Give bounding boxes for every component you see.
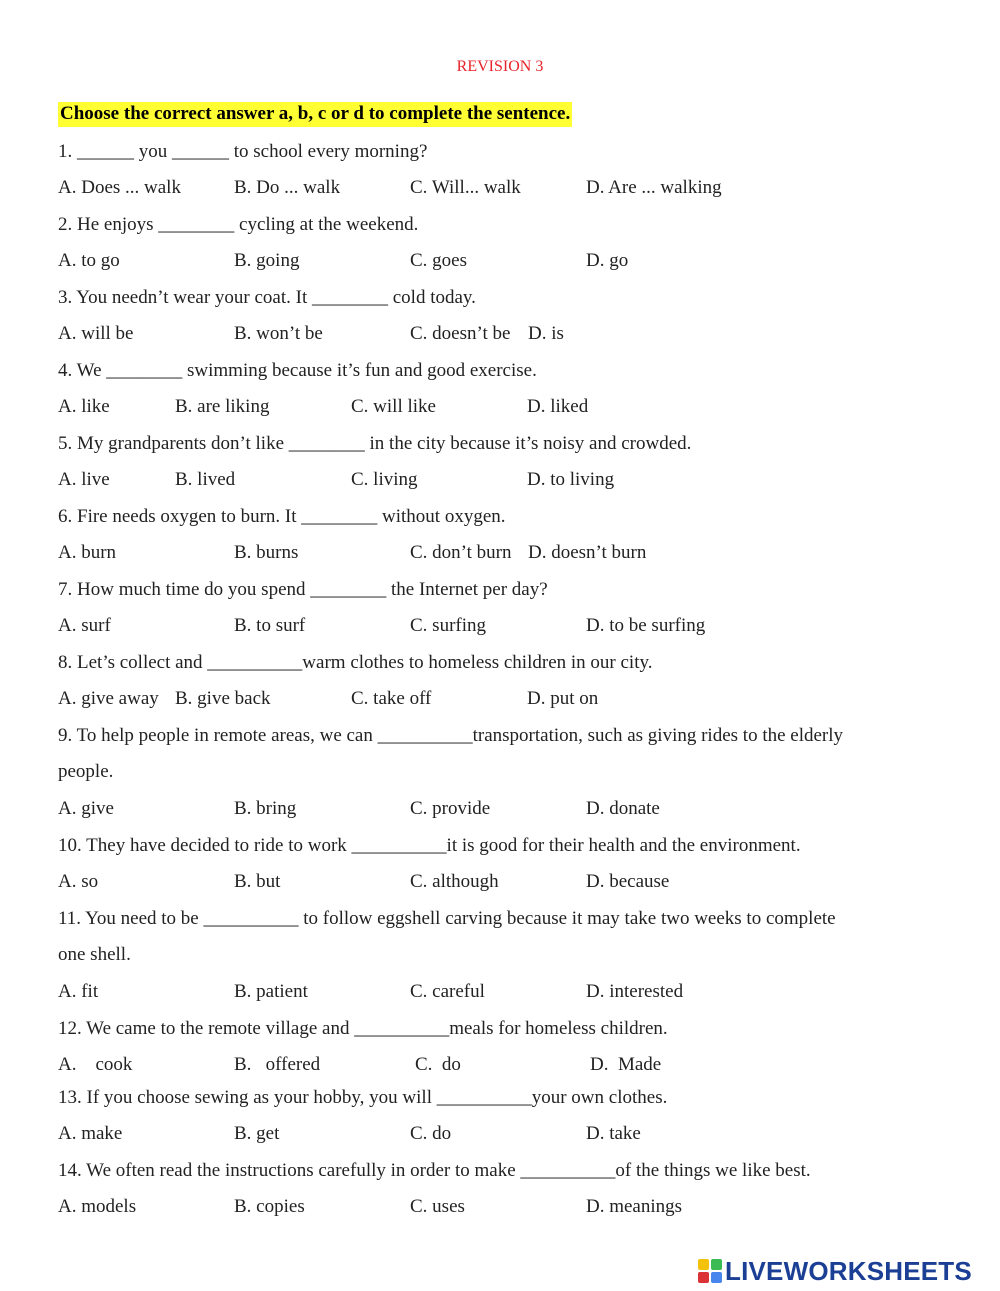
question-8-option-b[interactable]: B. give back bbox=[175, 688, 271, 709]
question-11-option-c[interactable]: C. careful bbox=[410, 981, 485, 1002]
question-10-option-d[interactable]: D. because bbox=[586, 871, 670, 892]
question-5-option-b[interactable]: B. lived bbox=[175, 469, 236, 490]
question-5-text: 5. My grandparents don’t like ________ in the city because it’s noisy and crowded. bbox=[58, 433, 692, 454]
question-1-option-a[interactable]: A. Does ... walk bbox=[58, 177, 181, 198]
question-9-option-a[interactable]: A. give bbox=[58, 798, 114, 819]
question-14-text: 14. We often read the instructions carefully in order to make __________of the things we like best. bbox=[58, 1160, 811, 1181]
question-12-option-b[interactable]: B. offered bbox=[234, 1054, 321, 1075]
question-10-option-c[interactable]: C. although bbox=[410, 871, 499, 892]
question-10-option-b[interactable]: B. but bbox=[234, 871, 281, 892]
question-7-option-d[interactable]: D. to be surfing bbox=[586, 615, 706, 636]
question-1-text: 1. ______ you ______ to school every morning? bbox=[58, 141, 428, 162]
question-11-text: 11. You need to be __________ to follow eggshell carving because it may take two weeks to complete bbox=[58, 908, 836, 929]
question-2-option-c[interactable]: C. goes bbox=[410, 250, 467, 271]
liveworksheets-logo bbox=[697, 1256, 972, 1286]
question-4-option-c[interactable]: C. will like bbox=[351, 396, 436, 417]
question-6-option-d[interactable]: D. doesn’t burn bbox=[528, 542, 647, 563]
question-4-option-b[interactable]: B. are liking bbox=[175, 396, 270, 417]
question-12-option-c[interactable]: C. do bbox=[415, 1054, 461, 1075]
question-10-option-a[interactable]: A. so bbox=[58, 871, 99, 892]
instruction-heading: Choose the correct answer a, b, c or d to complete the sentence. bbox=[58, 102, 572, 127]
question-1-option-b[interactable]: B. Do ... walk bbox=[234, 177, 341, 198]
question-10-text: 10. They have decided to ride to work __________it is good for their health and the environment. bbox=[58, 835, 801, 856]
question-13-option-a[interactable]: A. make bbox=[58, 1123, 123, 1144]
question-4-option-d[interactable]: D. liked bbox=[527, 396, 589, 417]
question-9-option-c[interactable]: C. provide bbox=[410, 798, 491, 819]
question-7-option-c[interactable]: C. surfing bbox=[410, 615, 486, 636]
question-2-option-b[interactable]: B. going bbox=[234, 250, 300, 271]
question-3-option-a[interactable]: A. will be bbox=[58, 323, 134, 344]
question-8-option-d[interactable]: D. put on bbox=[527, 688, 599, 709]
question-13-text: 13. If you choose sewing as your hobby, you will __________your own clothes. bbox=[58, 1087, 668, 1108]
question-2-option-a[interactable]: A. to go bbox=[58, 250, 120, 271]
question-6-option-b[interactable]: B. burns bbox=[234, 542, 299, 563]
question-9-text: 9. To help people in remote areas, we can __________transportation, such as giving rides to the elderly bbox=[58, 725, 844, 746]
question-5-option-c[interactable]: C. living bbox=[351, 469, 418, 490]
liveworksheets-logo-icon bbox=[697, 1258, 723, 1284]
question-8-option-c[interactable]: C. take off bbox=[351, 688, 432, 709]
question-4-option-a[interactable]: A. like bbox=[58, 396, 110, 417]
question-11-option-a[interactable]: A. fit bbox=[58, 981, 99, 1002]
question-11-option-b[interactable]: B. patient bbox=[234, 981, 308, 1002]
question-2-text: 2. He enjoys ________ cycling at the weekend. bbox=[58, 214, 419, 235]
question-5-option-d[interactable]: D. to living bbox=[527, 469, 615, 490]
question-3-option-d[interactable]: D. is bbox=[528, 323, 564, 344]
question-6-text: 6. Fire needs oxygen to burn. It ________ without oxygen. bbox=[58, 506, 506, 527]
question-1-option-d[interactable]: D. Are ... walking bbox=[586, 177, 722, 198]
question-8-option-a[interactable]: A. give away bbox=[58, 688, 159, 709]
question-1-option-c[interactable]: C. Will... walk bbox=[410, 177, 521, 198]
question-3-option-b[interactable]: B. won’t be bbox=[234, 323, 323, 344]
question-5-option-a[interactable]: A. live bbox=[58, 469, 110, 490]
question-2-option-d[interactable]: D. go bbox=[586, 250, 629, 271]
question-9-option-d[interactable]: D. donate bbox=[586, 798, 660, 819]
question-13-option-b[interactable]: B. get bbox=[234, 1123, 280, 1144]
question-14-option-b[interactable]: B. copies bbox=[234, 1196, 305, 1217]
page-title: REVISION 3 bbox=[456, 58, 544, 75]
question-11-option-d[interactable]: D. interested bbox=[586, 981, 684, 1002]
question-9-text: people. bbox=[58, 761, 114, 782]
question-9-option-b[interactable]: B. bring bbox=[234, 798, 297, 819]
question-13-option-c[interactable]: C. do bbox=[410, 1123, 452, 1144]
question-12-option-d[interactable]: D. Made bbox=[590, 1054, 662, 1075]
question-8-text: 8. Let’s collect and __________warm clothes to homeless children in our city. bbox=[58, 652, 653, 673]
question-12-text: 12. We came to the remote village and __________meals for homeless children. bbox=[58, 1018, 668, 1039]
question-14-option-c[interactable]: C. uses bbox=[410, 1196, 465, 1217]
question-3-text: 3. You needn’t wear your coat. It ________ cold today. bbox=[58, 287, 476, 308]
question-7-text: 7. How much time do you spend ________ the Internet per day? bbox=[58, 579, 548, 600]
question-13-option-d[interactable]: D. take bbox=[586, 1123, 641, 1144]
question-3-option-c[interactable]: C. doesn’t be bbox=[410, 323, 511, 344]
question-7-option-b[interactable]: B. to surf bbox=[234, 615, 306, 636]
question-12-option-a[interactable]: A. cook bbox=[58, 1054, 133, 1075]
question-7-option-a[interactable]: A. surf bbox=[58, 615, 111, 636]
question-6-option-a[interactable]: A. burn bbox=[58, 542, 117, 563]
question-14-option-a[interactable]: A. models bbox=[58, 1196, 137, 1217]
question-6-option-c[interactable]: C. don’t burn bbox=[410, 542, 512, 563]
question-4-text: 4. We ________ swimming because it’s fun and good exercise. bbox=[58, 360, 537, 381]
question-14-option-d[interactable]: D. meanings bbox=[586, 1196, 683, 1217]
liveworksheets-logo-text: LIVEWORKSHEETS bbox=[725, 1255, 972, 1286]
question-11-text: one shell. bbox=[58, 944, 131, 965]
